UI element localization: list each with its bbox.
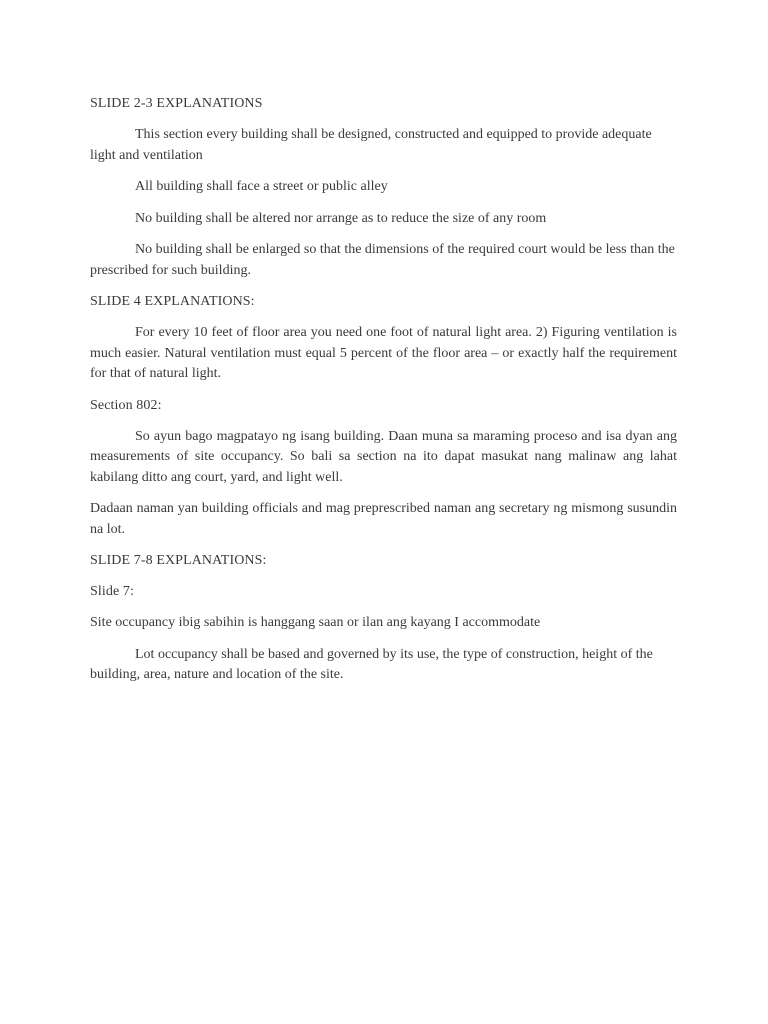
- section-heading-slide-2-3: SLIDE 2-3 EXPLANATIONS: [90, 96, 263, 111]
- paragraph-lot-occupancy: Lot occupancy shall be based and governed by its use, the type of construction, height of the building, area, nature and location of the site.: [90, 646, 653, 682]
- document-page: [90, 94, 677, 697]
- paragraph-building-officials: Dadaan naman yan building officials and mag preprescribed naman ang secretary ng mismong susundin na lot.: [90, 501, 677, 537]
- paragraph-site-occupancy-measurements: So ayun bago magpatayo ng isang building. Daan muna sa maraming proceso and isa dyan ang measurements of site occupancy. So bali sa section na ito dapat masukat nang malinaw ang lahat kabilang ditto ang court, yard, and light well.: [90, 428, 677, 485]
- paragraph-street-alley: All building shall face a street or public alley: [135, 179, 388, 194]
- subheading-slide-7: Slide 7:: [90, 584, 134, 599]
- paragraph-natural-light: For every 10 feet of floor area you need one foot of natural light area. 2) Figuring ventilation is much easier. Natural ventilation must equal 5 percent of the floor area – or exactly half the requirement for that of natural light.: [90, 325, 677, 381]
- paragraph-site-occupancy-meaning: Site occupancy ibig sabihin is hanggang saan or ilan ang kayang I accommodate: [90, 615, 541, 630]
- paragraph-room-size: No building shall be altered nor arrange as to reduce the size of any room: [135, 210, 547, 226]
- paragraph-light-ventilation: This section every building shall be designed, constructed and equipped to provide adequate light and ventilation: [90, 127, 652, 163]
- section-heading-slide-7-8: SLIDE 7-8 EXPLANATIONS:: [90, 553, 267, 568]
- paragraph-court-dimensions: No building shall be enlarged so that the dimensions of the required court would be less than the prescribed for such building.: [90, 242, 675, 278]
- section-heading-slide-4: SLIDE 4 EXPLANATIONS:: [90, 294, 255, 309]
- section-heading-section-802: Section 802:: [90, 397, 162, 413]
